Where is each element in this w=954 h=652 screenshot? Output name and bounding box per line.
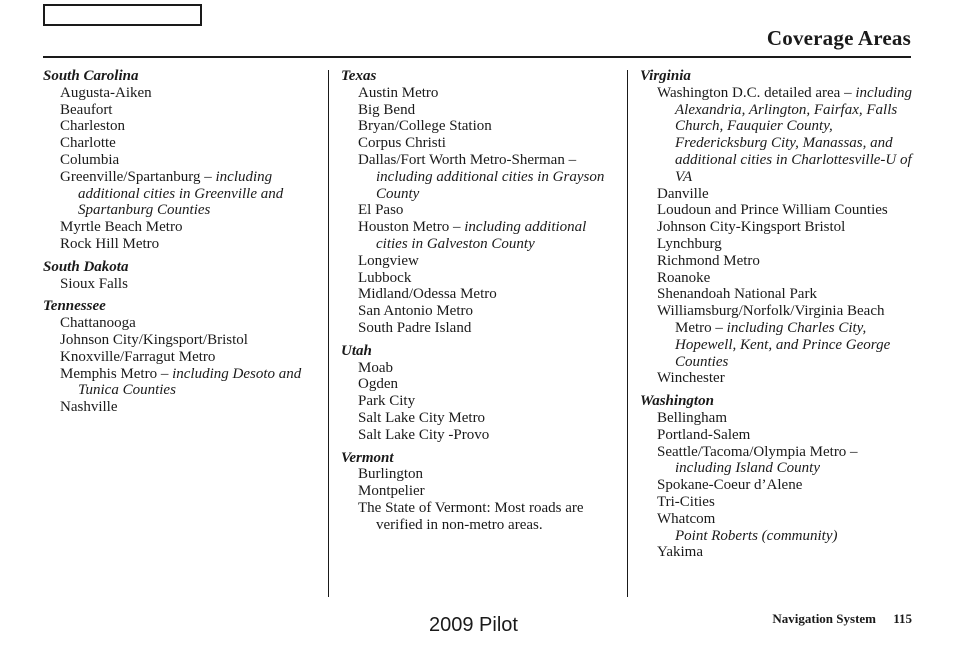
coverage-area-item [341, 483, 617, 500]
area-name: South Padre Island [358, 319, 472, 336]
area-name: El Paso [358, 202, 404, 219]
area-name: Lynchburg [657, 235, 722, 252]
area-name: Danville [657, 185, 709, 202]
coverage-area-item [43, 219, 319, 236]
title-rule [43, 56, 911, 58]
area-name: Charlotte [60, 135, 116, 152]
area-name: Tri-Cities [657, 493, 715, 510]
column-2 [341, 68, 617, 534]
coverage-area-item [640, 370, 912, 387]
header-tab-box [43, 4, 202, 26]
area-name: Lubbock [358, 269, 412, 286]
coverage-area-item [640, 85, 912, 186]
coverage-area-item [640, 444, 912, 478]
coverage-area-item [341, 320, 617, 337]
area-name: Charleston [60, 118, 125, 135]
coverage-area-item [341, 118, 617, 135]
coverage-area-item [43, 276, 319, 293]
coverage-area-item [341, 286, 617, 303]
area-name: Spokane-Coeur d’Alene [657, 477, 803, 494]
coverage-area-item [341, 393, 617, 410]
area-name: Memphis Metro – [60, 365, 173, 382]
area-name: Shenandoah National Park [657, 286, 817, 303]
column-divider-1 [328, 70, 329, 597]
coverage-area-item [341, 135, 617, 152]
state-heading: Vermont [341, 449, 394, 466]
coverage-area-item [640, 236, 912, 253]
coverage-area-item [341, 303, 617, 320]
coverage-area-item [341, 102, 617, 119]
coverage-area-item [43, 152, 319, 169]
column-1 [43, 68, 319, 416]
page-title: Coverage Areas [766, 26, 911, 50]
area-name: Whatcom [657, 510, 716, 527]
coverage-area-item [341, 410, 617, 427]
area-name: Longview [358, 252, 419, 269]
area-name: Ogden [358, 376, 398, 393]
coverage-area-item [640, 270, 912, 287]
coverage-area-item [640, 528, 912, 545]
coverage-area-item [341, 466, 617, 483]
area-name: Loudoun and Prince William Counties [657, 202, 888, 219]
coverage-area-item [640, 511, 912, 528]
coverage-area-item [43, 135, 319, 152]
area-name: Portland-Salem [657, 426, 751, 443]
area-name: San Antonio Metro [358, 303, 473, 320]
coverage-area-item [640, 544, 912, 561]
area-name: Augusta-Aiken [60, 84, 152, 101]
area-name: Big Bend [358, 101, 416, 118]
area-detail: including additional cities in Grayson County [376, 168, 605, 202]
coverage-area-item [43, 236, 319, 253]
coverage-area-item [341, 376, 617, 393]
column-divider-2 [627, 70, 628, 597]
area-name: Seattle/Tacoma/Olympia Metro – [657, 443, 858, 460]
column-3 [640, 68, 912, 561]
coverage-area-item [640, 202, 912, 219]
area-detail: Point Roberts (community) [675, 527, 838, 544]
area-name: Beaufort [60, 101, 113, 118]
state-heading: South Dakota [43, 258, 129, 275]
area-name: Houston Metro – [358, 219, 465, 236]
area-name: Johnson City-Kingsport Bristol [657, 219, 846, 236]
area-name: Austin Metro [358, 84, 439, 101]
coverage-area-item [43, 332, 319, 349]
area-name: Moab [358, 359, 393, 376]
coverage-area-item [341, 253, 617, 270]
coverage-area-item [640, 303, 912, 370]
area-name: Richmond Metro [657, 252, 760, 269]
state-heading: Washington [640, 393, 714, 410]
area-name: Washington D.C. detailed area – [657, 84, 856, 101]
coverage-area-item [43, 349, 319, 366]
area-detail: including additional cities in Galveston County [376, 219, 587, 252]
area-name: Park City [358, 393, 416, 410]
coverage-area-item [640, 253, 912, 270]
coverage-area-item [341, 202, 617, 219]
area-name: Johnson City/Kingsport/Bristol [60, 331, 248, 348]
area-name: Greenville/Spartanburg – [60, 168, 216, 185]
state-heading: Tennessee [43, 298, 106, 315]
area-name: Williamsburg/Norfolk/Virginia Beach Metro – [657, 303, 885, 336]
area-name: Salt Lake City -Provo [358, 426, 490, 443]
coverage-area-item [43, 366, 319, 400]
coverage-area-item [640, 477, 912, 494]
area-name: The State of Vermont: Most roads are verified in non-metro areas. [358, 499, 584, 533]
coverage-area-item [43, 315, 319, 332]
coverage-area-item [43, 169, 319, 219]
coverage-area-item [341, 85, 617, 102]
area-name: Nashville [60, 399, 118, 416]
area-name: Roanoke [657, 269, 711, 286]
coverage-area-item [341, 427, 617, 444]
state-heading: Utah [341, 342, 372, 359]
area-name: Chattanooga [60, 315, 136, 332]
coverage-area-item [341, 152, 617, 202]
coverage-area-item [640, 219, 912, 236]
area-name: Rock Hill Metro [60, 235, 160, 252]
area-name: Columbia [60, 151, 120, 168]
area-name: Yakima [657, 544, 703, 561]
coverage-area-item [640, 427, 912, 444]
area-name: Dallas/Fort Worth Metro-Sherman – [358, 151, 577, 168]
state-heading: Texas [341, 68, 377, 84]
area-name: Bellingham [657, 409, 727, 426]
area-name: Sioux Falls [60, 275, 128, 292]
area-detail: including Charles City, Hopewell, Kent, and Prince George Counties [675, 319, 891, 370]
area-name: Knoxville/Farragut Metro [60, 348, 216, 365]
area-name: Montpelier [358, 483, 425, 500]
area-name: Midland/Odessa Metro [358, 286, 497, 303]
coverage-area-item [43, 399, 319, 416]
area-detail: including Alexandria, Arlington, Fairfax, Falls Church, Fauquier County, Fredericksburg City, Manassas, and additional cities in Charlottesville-U of VA [675, 84, 912, 185]
footer-model: 2009 Pilot [429, 614, 518, 636]
area-name: Myrtle Beach Metro [60, 219, 183, 236]
footer-section-label: Navigation System [772, 611, 876, 626]
area-name: Burlington [358, 466, 424, 483]
coverage-area-item [640, 410, 912, 427]
area-name: Corpus Christi [358, 135, 446, 152]
area-name: Winchester [657, 370, 725, 387]
state-heading: Virginia [640, 68, 691, 84]
coverage-area-item [341, 270, 617, 287]
coverage-area-item [341, 219, 617, 253]
coverage-area-item [640, 494, 912, 511]
coverage-area-item [43, 118, 319, 135]
area-detail: including Island County [675, 460, 820, 477]
area-name: Bryan/College Station [358, 118, 492, 135]
area-detail: including additional cities in Greenville and Spartanburg Counties [78, 168, 284, 219]
area-name: Salt Lake City Metro [358, 409, 486, 426]
coverage-area-item [43, 85, 319, 102]
coverage-area-item [43, 102, 319, 119]
state-heading: South Carolina [43, 68, 139, 84]
area-detail: including Desoto and Tunica Counties [78, 365, 302, 399]
page-number: 115 [893, 611, 912, 626]
coverage-area-item [341, 360, 617, 377]
coverage-area-item [640, 286, 912, 303]
coverage-area-item [640, 186, 912, 203]
coverage-area-item [341, 500, 617, 534]
